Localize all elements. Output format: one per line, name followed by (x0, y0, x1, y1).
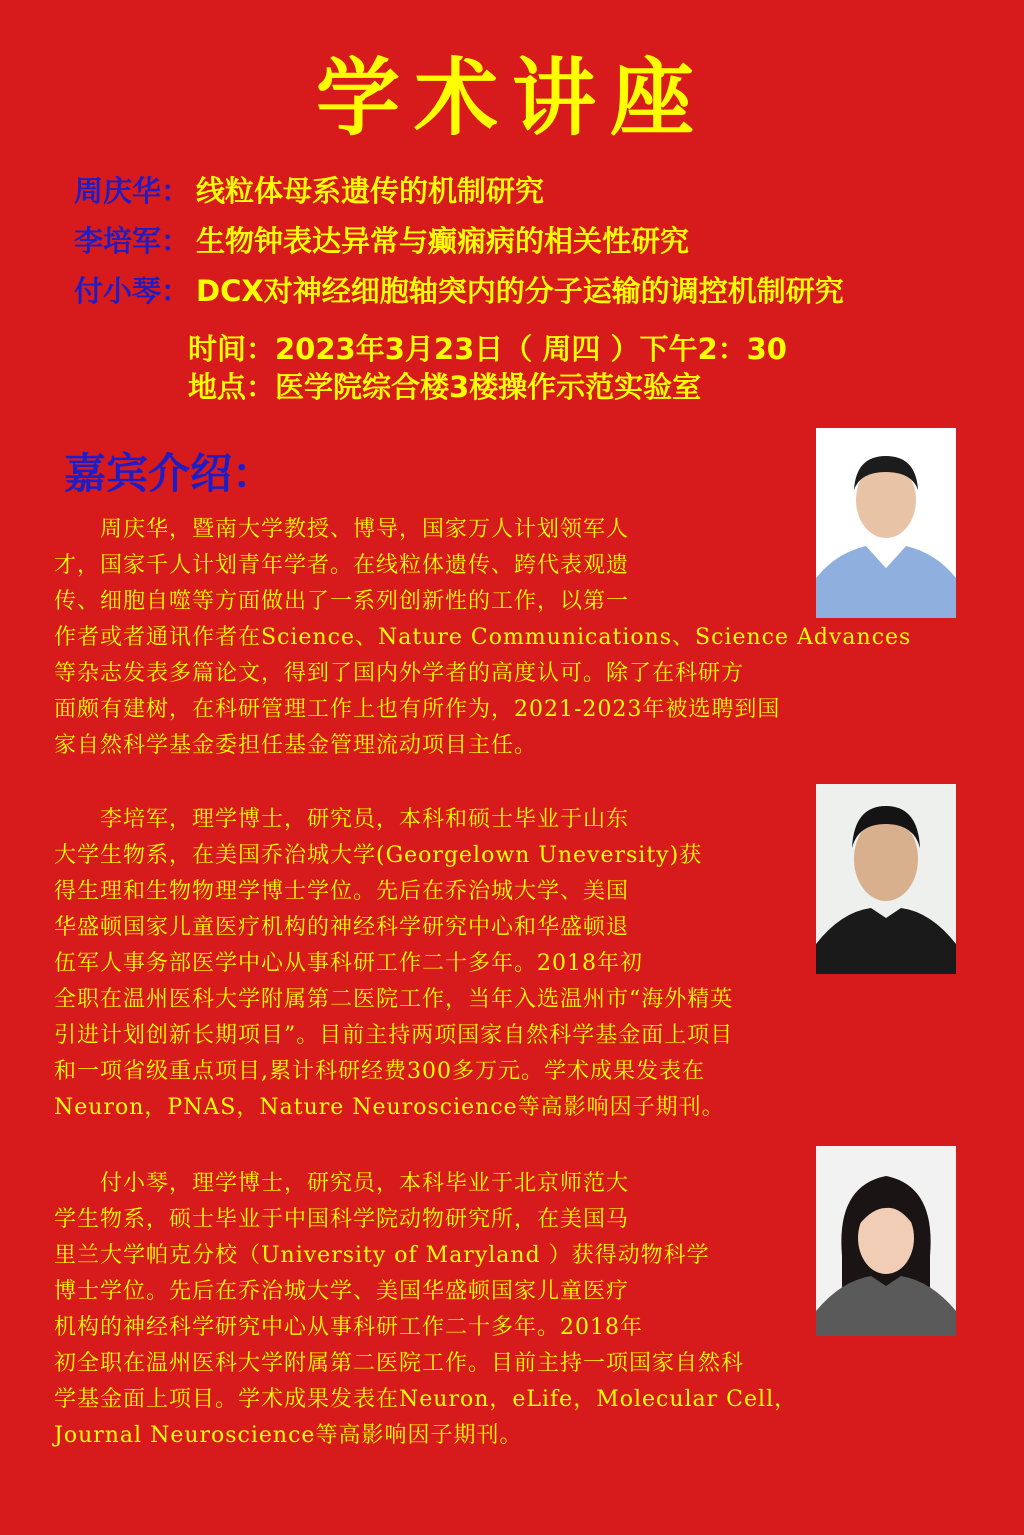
bio-line: 家自然科学基金委担任基金管理流动项目主任。 (54, 733, 538, 758)
talk-speaker: 李培军： (74, 224, 191, 258)
bio-line: 博士学位。先后在乔治城大学、美国华盛顿国家儿童医疗 (54, 1279, 630, 1304)
bio-line: 全职在温州医科大学附属第二医院工作，当年入选温州市“海外精英 (54, 987, 734, 1012)
guest-heading: 嘉宾介绍： (64, 449, 275, 498)
bio-line: 作者或者通讯作者在Science、Nature Communications、Science Advances (54, 625, 912, 650)
talk-item (74, 266, 844, 316)
talk-item (74, 166, 844, 216)
bio-line: 付小琴，理学博士，研究员，本科毕业于北京师范大 (54, 1171, 630, 1196)
bio-line: 大学生物系，在美国乔治城大学(Georgelown Uneversity)获 (54, 843, 703, 868)
bio-line: 华盛顿国家儿童医疗机构的神经科学研究中心和华盛顿退 (54, 915, 630, 940)
bio-line: 伍军人事务部医学中心从事科研工作二十多年。2018年初 (54, 951, 643, 976)
bio-zhou (54, 512, 911, 764)
portrait-icon (816, 1146, 956, 1336)
bio-line: Neuron，PNAS，Nature Neuroscience等高影响因子期刊。 (54, 1095, 725, 1120)
bio-line: 引进计划创新长期项目”。目前主持两项国家自然科学基金面上项目 (54, 1023, 734, 1048)
poster-title: 学术讲座 (315, 49, 708, 147)
bio-line: 等杂志发表多篇论文，得到了国内外学者的高度认可。除了在科研方 (54, 661, 745, 686)
event-time: 时间：2023年3月23日（ 周四 ）下午2：30 (188, 332, 787, 366)
bio-line: 里兰大学帕克分校（University of Maryland ）获得动物科学 (54, 1243, 710, 1268)
talk-speaker: 周庆华： (74, 174, 191, 208)
event-info (188, 330, 787, 406)
bio-li (54, 802, 733, 1126)
bio-line: 李培军，理学博士，研究员，本科和硕士毕业于山东 (54, 807, 630, 832)
bio-line: 机构的神经科学研究中心从事科研工作二十多年。2018年 (54, 1315, 643, 1340)
bio-line: 学生物系，硕士毕业于中国科学院动物研究所，在美国马 (54, 1207, 630, 1232)
bio-line: Journal Neuroscience等高影响因子期刊。 (54, 1423, 523, 1448)
portrait-icon (816, 784, 956, 974)
talk-topic: 线粒体母系遗传的机制研究 (196, 174, 545, 208)
bio-line: 初全职在温州医科大学附属第二医院工作。目前主持一项国家自然科 (54, 1351, 745, 1376)
event-place: 地点：医学院综合楼3楼操作示范实验室 (188, 370, 702, 404)
talk-speaker: 付小琴： (74, 274, 191, 308)
speaker-photo-li (816, 784, 956, 974)
bio-line: 才，国家千人计划青年学者。在线粒体遗传、跨代表观遗 (54, 553, 630, 578)
bio-line: 面颇有建树，在科研管理工作上也有所作为，2021-2023年被选聘到国 (54, 697, 781, 722)
bio-line: 得生理和生物物理学博士学位。先后在乔治城大学、美国 (54, 879, 630, 904)
talk-list (74, 166, 844, 316)
bio-line: 学基金面上项目。学术成果发表在Neuron，eLife，Molecular Cell， (54, 1387, 798, 1412)
speaker-photo-fu (816, 1146, 956, 1336)
bio-line: 周庆华，暨南大学教授、博导，国家万人计划领军人 (54, 517, 630, 542)
bio-fu (54, 1166, 797, 1454)
bio-line: 和一项省级重点项目,累计科研经费300多万元。学术成果发表在 (54, 1059, 705, 1084)
talk-topic: 生物钟表达异常与癫痫病的相关性研究 (196, 224, 690, 258)
talk-item (74, 216, 844, 266)
talk-topic: DCX对神经细胞轴突内的分子运输的调控机制研究 (196, 274, 844, 308)
bio-line: 传、细胞自噬等方面做出了一系列创新性的工作，以第一 (54, 589, 630, 614)
